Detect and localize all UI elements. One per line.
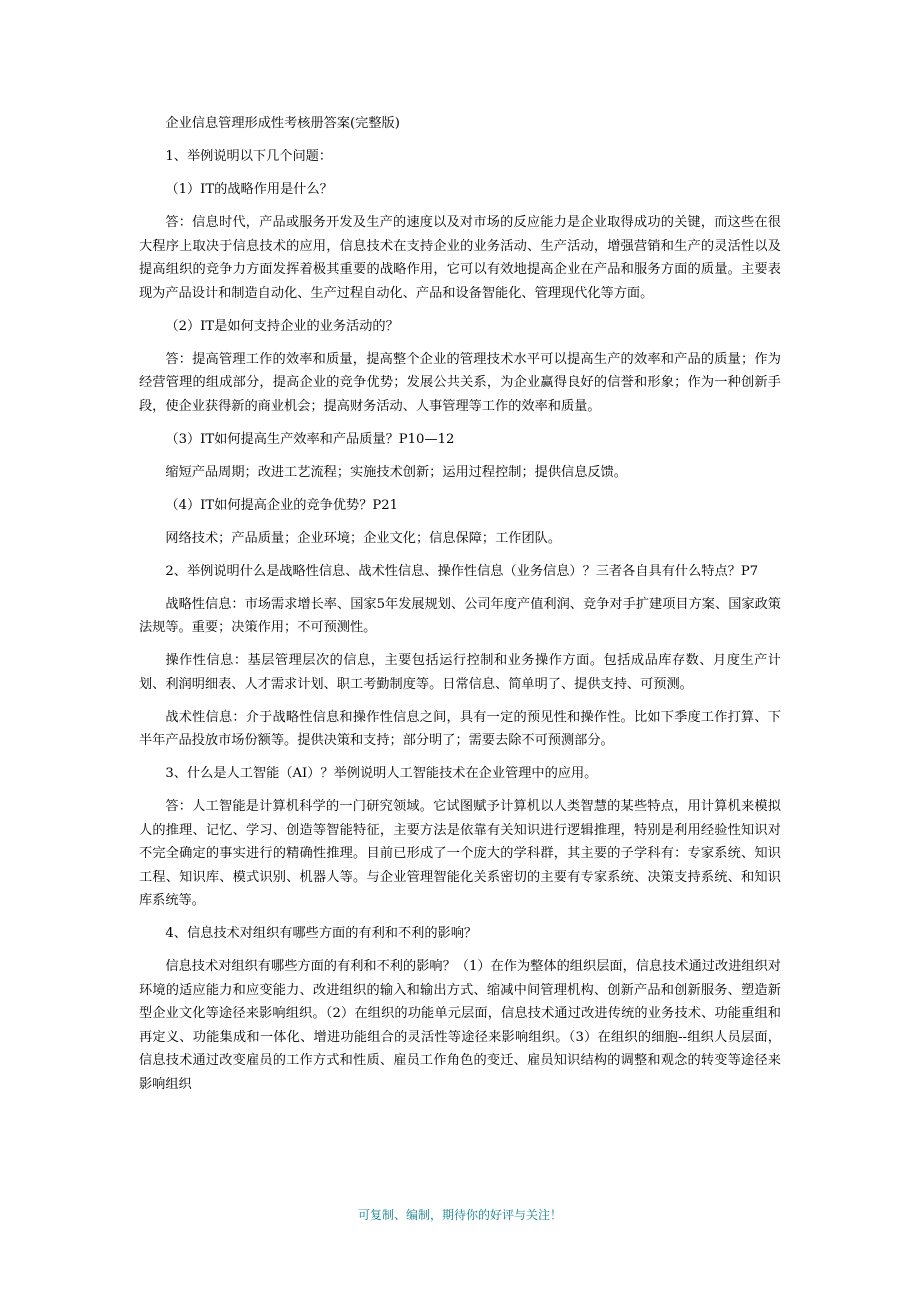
answer-1-4: 网络技术；产品质量；企业环境；企业文化；信息保障；工作团队。 xyxy=(165,530,562,546)
answer-1-3: 缩短产品周期；改进工艺流程；实施技术创新；运用过程控制；提供信息反馈。 xyxy=(165,464,627,480)
page-footer: 可复制、编制，期待你的好评与关注！ xyxy=(357,1208,562,1222)
answer-2-strategic: 战略性信息：市场需求增长率、国家5年发展规划、公司年度产值利润、竞争对手扩建项目方案、国家政策法规等。重要；决策作用；不可预测性。 xyxy=(139,596,781,635)
question-1-sub-1: （1）IT的战略作用是什么？ xyxy=(165,182,333,197)
document-body xyxy=(139,112,781,1106)
answer-1-1: 答：信息时代，产品或服务开发及生产的速度以及对市场的反应能力是企业取得成功的关键，而这些在很大程序上取决于信息技术的应用，信息技术在支持企业的业务活动、生产活动，增强营销和生产的灵活性以及提高组织的竞争力方面发挥着极其重要的战略作用，它可以有效地提高企业在产品和服务方面的质量。主要表现为产品设计和制造自动化、生产过程自动化、产品和设备智能化、管理现代化等方面。 xyxy=(139,215,781,301)
question-4-heading: 4、信息技术对组织有哪些方面的有利和不利的影响？ xyxy=(165,926,478,941)
question-1-heading: 1、举例说明以下几个问题： xyxy=(165,149,333,164)
answer-2-tactical: 战术性信息：介于战略性信息和操作性信息之间，具有一定的预见性和操作性。比如下季度工作打算、下半年产品投放市场份额等。提供决策和支持；部分明了；需要去除不可预测部分。 xyxy=(139,709,781,748)
question-2-heading: 2、举例说明什么是战略性信息、战术性信息、操作性信息（业务信息）？三者各自具有什么特点？P7 xyxy=(165,563,759,579)
question-1-sub-2: （2）IT是如何支持企业的业务活动的？ xyxy=(165,318,399,334)
question-1-sub-3: （3）IT如何提高生产效率和产品质量？P10—12 xyxy=(165,431,455,447)
answer-2-operational: 操作性信息：基层管理层次的信息，主要包括运行控制和业务操作方面。包括成品库存数、月度生产计划、利润明细表、人才需求计划、职工考勤制度等。日常信息、简单明了、提供支持、可预测。 xyxy=(139,653,781,692)
answer-1-2: 答：提高管理工作的效率和质量，提高整个企业的管理技术水平可以提高生产的效率和产品的质量；作为经营管理的组成部分，提高企业的竞争优势；发展公共关系，为企业赢得良好的信誉和形象；作为一种创新手段，使企业获得新的商业机会；提高财务活动、人事管理等工作的效率和质量。 xyxy=(139,351,781,414)
document-title: 企业信息管理形成性考核册答案(完整版) xyxy=(165,116,400,131)
answer-4: 信息技术对组织有哪些方面的有利和不利的影响？（1）在作为整体的组织层面，信息技术通过改进组织对环境的适应能力和应变能力、改进组织的输入和输出方式、缩减中间管理机构、创新产品和创新服务、塑造新型企业文化等途径来影响组织。（2）在组织的功能单元层面，信息技术通过改进传统的业务技术、功能重组和再定义、功能集成和一体化、增进功能组合的灵活性等途径来影响组织。（3）在组织的细胞--组织人员层面，信息技术通过改变雇员的工作方式和性质、雇员工作角色的变迁、雇员知识结构的调整和观念的转变等途径来影响组织 xyxy=(139,959,781,1092)
question-3-heading: 3、什么是人工智能（AI）？举例说明人工智能技术在企业管理中的应用。 xyxy=(165,766,598,781)
answer-3: 答：人工智能是计算机科学的一门研究领域。它试图赋予计算机以人类智慧的某些特点，用计算机来模拟人的推理、记忆、学习、创造等智能特征，主要方法是依靠有关知识进行逻辑推理，特别是利用经验性知识对不完全确定的事实进行的精确性推理。目前已形成了一个庞大的学科群，其主要的子学科有：专家系统、知识工程、知识库、模式识别、机器人等。与企业管理智能化关系密切的主要有专家系统、决策支持系统、和知识库系统等。 xyxy=(139,799,781,908)
question-1-sub-4: （4）IT如何提高企业的竞争优势？P21 xyxy=(165,497,399,513)
